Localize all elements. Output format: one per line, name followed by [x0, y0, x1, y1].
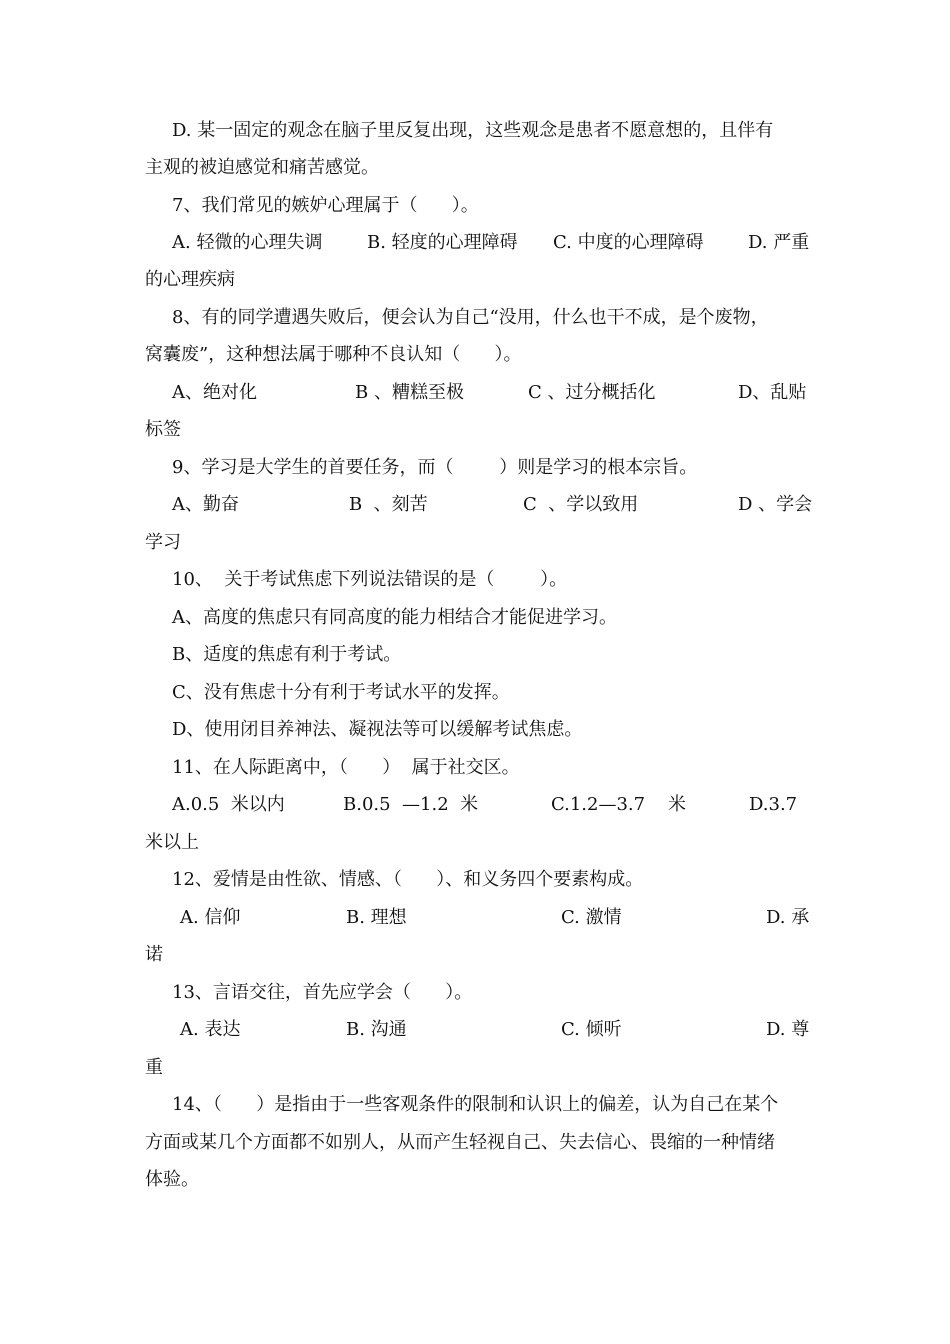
q13-stem: 13、言语交往，首先应学会（ ）。 — [172, 982, 473, 1003]
q8-stem-line1: 8、有的同学遭遇失败后，便会认为自己“没用，什么也干不成，是个废物， — [172, 307, 769, 328]
q11-stem: 11、在人际距离中，（ ） 属于社交区。 — [172, 757, 520, 778]
q9-wrap: 学习 — [145, 532, 181, 553]
q8-option-d: D、乱贴 — [738, 382, 807, 403]
q9-option-b: B 、刻苦 — [349, 494, 428, 515]
q8-option-a: A、绝对化 — [172, 382, 257, 403]
q10-option-a: A、高度的焦虑只有同高度的能力相结合才能促进学习。 — [172, 607, 617, 628]
q7-option-c: C. 中度的心理障碍 — [553, 232, 704, 253]
q10-stem: 10、 关于考试焦虑下列说法错误的是（ ）。 — [172, 569, 568, 590]
q7-option-b: B. 轻度的心理障碍 — [367, 232, 518, 253]
q11-wrap: 米以上 — [145, 832, 199, 853]
q9-stem: 9、学习是大学生的首要任务，而（ ）则是学习的根本宗旨。 — [172, 457, 698, 478]
q10-option-c: C、没有焦虑十分有利于考试水平的发挥。 — [172, 682, 510, 703]
q13-option-c: C. 倾听 — [561, 1019, 622, 1040]
q12-option-c: C. 激情 — [561, 907, 622, 928]
q8-option-c: C 、过分概括化 — [528, 382, 656, 403]
q13-option-d: D. 尊 — [766, 1019, 810, 1040]
q13-option-b: B. 沟通 — [346, 1019, 407, 1040]
q14-stem-line2: 方面或某几个方面都不如别人，从而产生轻视自己、失去信心、畏缩的一种情绪 — [145, 1132, 775, 1153]
q12-option-a: A. 信仰 — [180, 907, 241, 928]
q11-option-c: C.1.2—3.7 米 — [551, 794, 686, 815]
q11-option-d: D.3.7 — [749, 794, 798, 815]
q9-option-d: D 、学会 — [738, 494, 813, 515]
q6-option-d-line2: 主观的被迫感觉和痛苦感觉。 — [145, 157, 379, 178]
q6-option-d-line1: D. 某一固定的观念在脑子里反复出现，这些观念是患者不愿意想的，且伴有 — [172, 120, 774, 141]
q12-option-b: B. 理想 — [346, 907, 407, 928]
q7-option-a: A. 轻微的心理失调 — [172, 232, 323, 253]
q7-stem: 7、我们常见的嫉妒心理属于（ ）。 — [172, 195, 479, 216]
q13-wrap: 重 — [145, 1057, 163, 1078]
q7-option-d: D. 严重 — [748, 232, 810, 253]
q11-option-a: A.0.5 米以内 — [172, 794, 285, 815]
q11-option-b: B.0.5 —1.2 米 — [343, 794, 479, 815]
q12-option-d: D. 承 — [766, 907, 810, 928]
q10-option-d: D、使用闭目养神法、凝视法等可以缓解考试焦虑。 — [172, 719, 583, 740]
q8-option-b: B 、糟糕至极 — [355, 382, 464, 403]
q12-wrap: 诺 — [145, 944, 163, 965]
q10-option-b: B、适度的焦虑有利于考试。 — [172, 644, 402, 665]
q9-option-a: A、勤奋 — [172, 494, 239, 515]
q8-wrap: 标签 — [145, 419, 181, 440]
q9-option-c: C 、学以致用 — [523, 494, 639, 515]
q7-wrap: 的心理疾病 — [145, 269, 235, 290]
q13-option-a: A. 表达 — [180, 1019, 241, 1040]
q8-stem-line2: 窝囊废”，这种想法属于哪种不良认知（ ）。 — [145, 344, 522, 365]
q12-stem: 12、爱情是由性欲、情感、（ ）、和义务四个要素构成。 — [172, 869, 644, 890]
q14-stem-line3: 体验。 — [145, 1169, 199, 1190]
q14-stem-line1: 14、（ ）是指由于一些客观条件的限制和认识上的偏差，认为自己在某个 — [172, 1094, 779, 1115]
